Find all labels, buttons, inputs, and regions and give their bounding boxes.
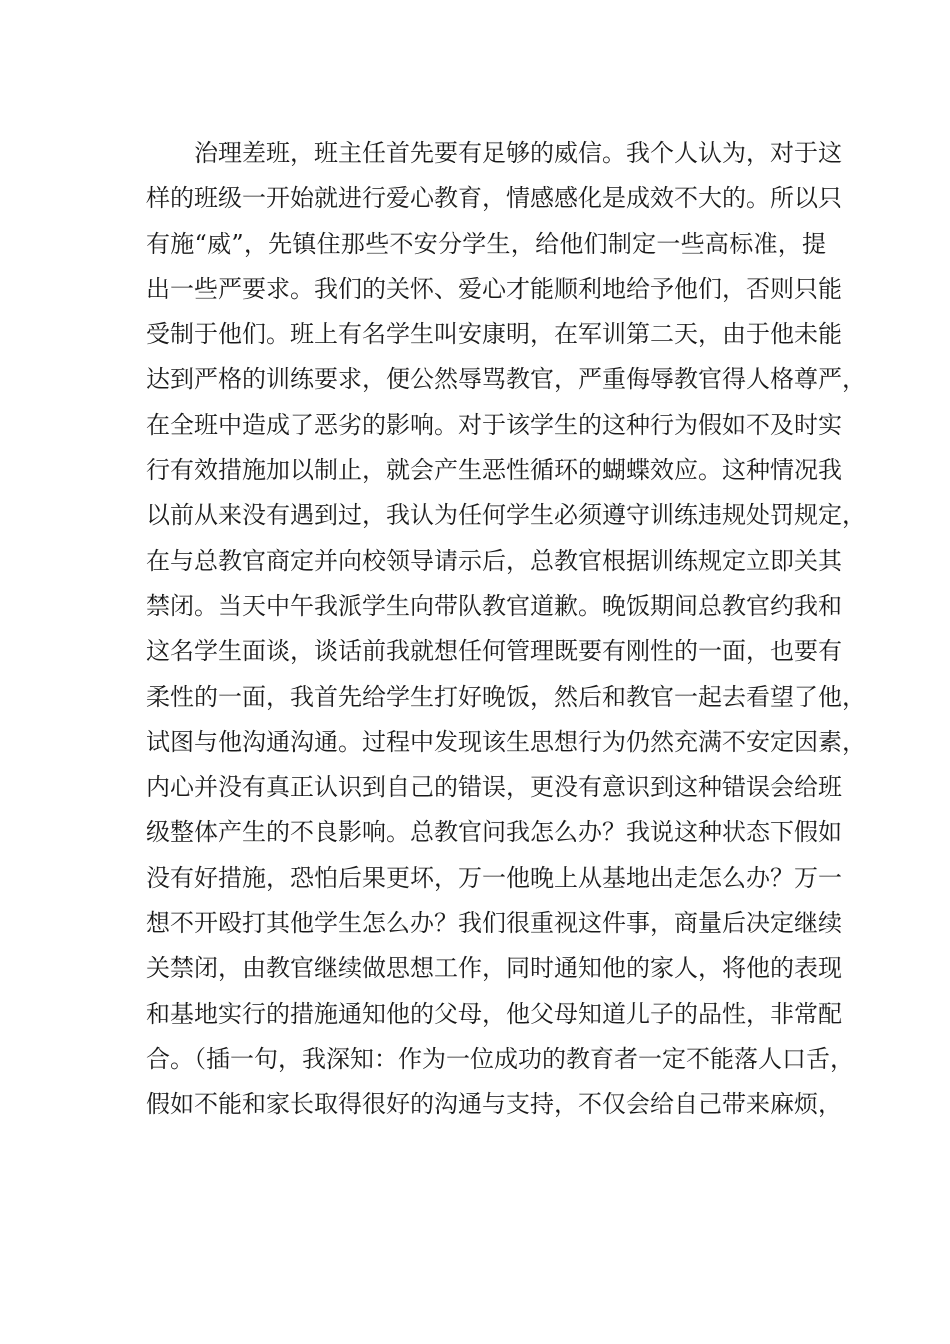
text-line: 没有好措施，恐怕后果更坏，万一他晚上从基地出走怎么办？万一 xyxy=(146,863,842,892)
text-line: 合。（插一句，我深知：作为一位成功的教育者一定不能落人口舌， xyxy=(146,1044,854,1073)
text-line: 试图与他沟通沟通。过程中发现该生思想行为仍然充满不安定因素， xyxy=(146,727,866,756)
text-line: 以前从来没有遇到过，我认为任何学生必须遵守训练违规处罚规定， xyxy=(146,501,866,530)
text-line: 有施“威”，先镇住那些不安分学生，给他们制定一些高标准，提 xyxy=(146,229,826,258)
text-line: 样的班级一开始就进行爱心教育，情感感化是成效不大的。所以只 xyxy=(146,184,842,213)
text-line: 关禁闭，由教官继续做思想工作，同时通知他的家人，将他的表现 xyxy=(146,954,842,983)
text-line: 达到严格的训练要求，便公然辱骂教官，严重侮辱教官得人格尊严， xyxy=(146,365,866,394)
text-line: 治理差班，班主任首先要有足够的威信。我个人认为，对于这 xyxy=(194,139,842,167)
text-line: 禁闭。当天中午我派学生向带队教官道歉。晚饭期间总教官约我和 xyxy=(146,591,842,620)
text-line: 和基地实行的措施通知他的父母，他父母知道儿子的品性，非常配 xyxy=(146,999,842,1028)
text-line: 在全班中造成了恶劣的影响。对于该学生的这种行为假如不及时实 xyxy=(146,410,842,439)
text-line: 柔性的一面，我首先给学生打好晚饭，然后和教官一起去看望了他， xyxy=(146,682,866,711)
text-line: 假如不能和家长取得很好的沟通与支持，不仅会给自己带来麻烦， xyxy=(146,1090,842,1119)
text-line: 内心并没有真正认识到自己的错误，更没有意识到这种错误会给班 xyxy=(146,773,842,802)
text-line: 行有效措施加以制止，就会产生恶性循环的蝴蝶效应。这种情况我 xyxy=(146,456,842,485)
text-line: 级整体产生的不良影响。总教官问我怎么办？我说这种状态下假如 xyxy=(146,818,842,847)
text-line: 想不开殴打其他学生怎么办？我们很重视这件事，商量后决定继续 xyxy=(146,909,842,938)
body-paragraph xyxy=(146,131,866,1128)
text-line: 出一些严要求。我们的关怀、爱心才能顺利地给予他们，否则只能 xyxy=(146,274,842,303)
text-line: 受制于他们。班上有名学生叫安康明，在军训第二天，由于他未能 xyxy=(146,320,842,349)
text-line: 在与总教官商定并向校领导请示后，总教官根据训练规定立即关其 xyxy=(146,546,842,575)
text-line: 这名学生面谈，谈话前我就想任何管理既要有刚性的一面，也要有 xyxy=(146,637,842,666)
